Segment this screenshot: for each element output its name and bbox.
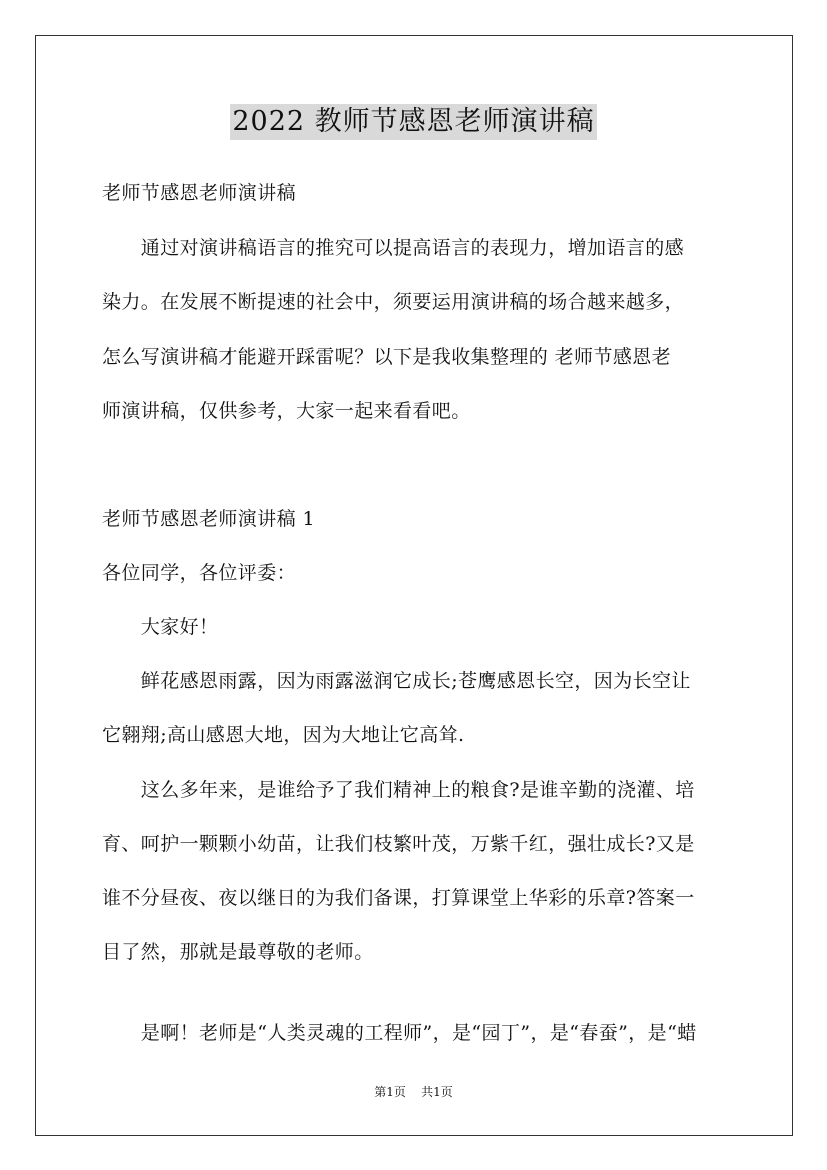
title-wrap: [0, 104, 827, 140]
page-number: 第1页: [374, 1085, 406, 1099]
paragraph-line: 它翱翔;高山感恩大地，因为大地让它高耸.: [102, 724, 465, 746]
greeting-line: 各位同学，各位评委：: [102, 562, 297, 584]
paragraph-line: 谁不分昼夜、夜以继日的为我们备课，打算课堂上华彩的乐章?答案一: [102, 887, 695, 909]
paragraph-line: 这么多年来，是谁给予了我们精神上的粮食?是谁辛勤的浇灌、培: [102, 779, 695, 801]
subtitle-line: 老师节感恩老师演讲稿: [102, 182, 297, 204]
greeting-line: 大家好！: [102, 616, 219, 638]
page-total: 共1页: [421, 1085, 453, 1099]
document-title: 2022 教师节感恩老师演讲稿: [230, 104, 596, 140]
paragraph-line: 师演讲稿，仅供参考，大家一起来看看吧。: [102, 400, 471, 422]
paragraph-line: 目了然，那就是最尊敬的老师。: [102, 941, 374, 963]
paragraph-line: 染力。在发展不断提速的社会中，须要运用演讲稿的场合越来越多，: [102, 291, 685, 313]
section-heading: 老师节感恩老师演讲稿 1: [102, 508, 315, 530]
paragraph-line: 鲜花感恩雨露，因为雨露滋润它成长;苍鹰感恩长空，因为长空让: [102, 670, 691, 692]
page-footer: [0, 1084, 827, 1100]
paragraph-line: 怎么写演讲稿才能避开踩雷呢？以下是我收集整理的 老师节感恩老: [102, 346, 672, 368]
paragraph-line: 育、呵护一颗颗小幼苗，让我们枝繁叶茂，万紫千红，强壮成长?又是: [102, 833, 695, 855]
paragraph-line: 是啊！老师是“人类灵魂的工程师”，是“园丁”，是“春蚕”，是“蜡: [102, 1022, 697, 1044]
paragraph-line: 通过对演讲稿语言的推究可以提高语言的表现力，增加语言的感: [102, 237, 685, 259]
